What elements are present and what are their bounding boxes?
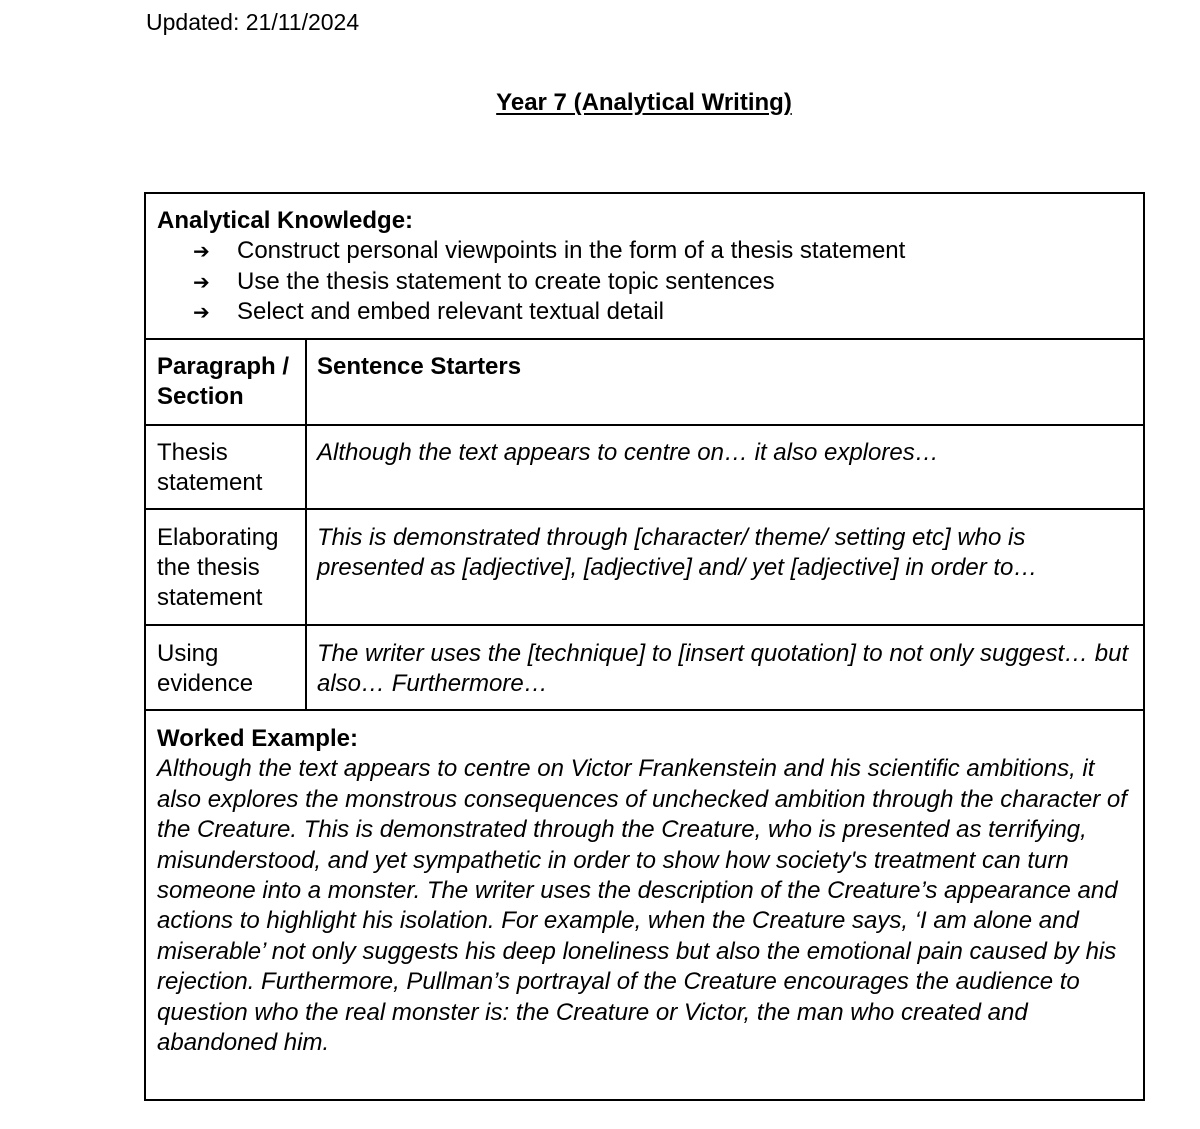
table-divider: [146, 508, 1143, 510]
table-row-section: Elaborating the thesis statement: [157, 524, 279, 611]
worked-example-section: [157, 724, 1131, 1058]
table-row-section: Thesis statement: [157, 439, 263, 496]
table-row-section: Using evidence: [157, 640, 254, 697]
table-divider: [146, 424, 1143, 426]
table-row-starter: This is demonstrated through [character/ theme/ setting etc] who is presented as [adjective], [adjective] and/ yet [adjective] in order to…: [317, 524, 1038, 581]
analytical-knowledge-list: [157, 236, 1133, 328]
table-divider: [146, 338, 1143, 340]
analytical-writing-table: [144, 192, 1145, 1101]
right-arrow-icon: ➔: [193, 300, 210, 324]
column-header-section: Paragraph / Section: [157, 353, 290, 410]
list-item: [193, 236, 1133, 267]
list-item-text: Use the thesis statement to create topic sentences: [237, 267, 775, 295]
table-row-starter: Although the text appears to centre on… it also explores…: [317, 439, 939, 466]
column-header-starters: Sentence Starters: [317, 353, 522, 380]
table-divider: [146, 624, 1143, 626]
right-arrow-icon: ➔: [193, 239, 210, 263]
list-item-text: Construct personal viewpoints in the form of a thesis statement: [237, 237, 906, 264]
worked-example-heading: Worked Example:: [157, 725, 358, 752]
analytical-knowledge-heading: Analytical Knowledge:: [157, 207, 414, 234]
column-divider: [305, 340, 307, 709]
analytical-knowledge-section: [157, 205, 1133, 328]
list-item: [193, 267, 1133, 298]
updated-date: Updated: 21/11/2024: [146, 9, 360, 35]
table-divider: [146, 709, 1143, 711]
table-row-starter: The writer uses the [technique] to [insert quotation] to not only suggest… but also… Furthermore…: [317, 640, 1129, 697]
worked-example-text: Although the text appears to centre on Victor Frankenstein and his scientific ambitions, it also explores the monstrous consequences of unchecked ambition through the character of the Creature. This is demonstrated through the Creature, who is presented as terrifying, misunderstood, and yet sympathetic in order to show how society's treatment can turn someone into a monster. The writer uses the description of the Creature’s appearance and actions to highlight his isolation. For example, when the Creature says, ‘I am alone and miserable’ not only suggests his deep loneliness but also the emotional pain caused by his rejection. Furthermore, Pullman’s portrayal of the Creature encourages the audience to question who the real monster is: the Creature or Victor, the man who created and abandoned him.: [157, 755, 1127, 1057]
page-title: Year 7 (Analytical Writing): [496, 89, 792, 116]
right-arrow-icon: ➔: [193, 269, 210, 294]
list-item: [193, 297, 1133, 328]
list-item-text: Select and embed relevant textual detail: [237, 298, 664, 325]
